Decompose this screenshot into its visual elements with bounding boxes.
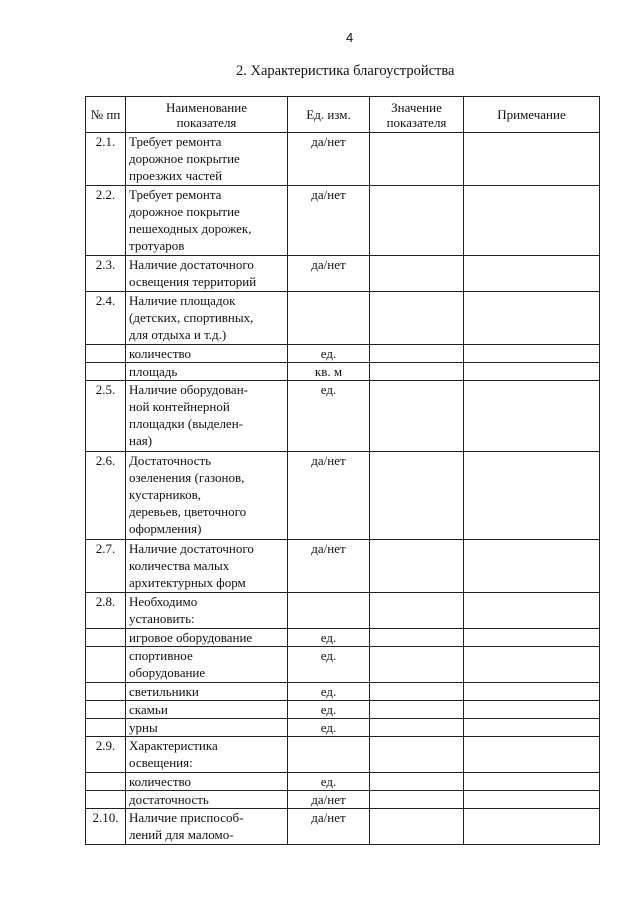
table-row bbox=[86, 701, 600, 719]
row-unit-cell: ед. bbox=[288, 629, 370, 647]
row-note-cell bbox=[464, 381, 600, 452]
row-name-cell: Необходимо установить: bbox=[126, 593, 288, 629]
row-name-cell: Достаточность озеленения (газонов, кустарников, деревьев, цветочного оформления) bbox=[126, 452, 288, 540]
row-value-cell bbox=[370, 791, 464, 809]
row-note-cell bbox=[464, 593, 600, 629]
row-unit-cell: ед. bbox=[288, 701, 370, 719]
row-note-cell bbox=[464, 773, 600, 791]
header-unit: Ед. изм. bbox=[288, 97, 370, 133]
row-name-cell: количество bbox=[126, 345, 288, 363]
row-name-cell: урны bbox=[126, 719, 288, 737]
table-row bbox=[86, 540, 600, 593]
row-note-cell bbox=[464, 345, 600, 363]
table-row bbox=[86, 452, 600, 540]
row-number-cell: 2.10. bbox=[86, 809, 126, 845]
row-note-cell bbox=[464, 292, 600, 345]
table-row bbox=[86, 256, 600, 292]
row-note-cell bbox=[464, 256, 600, 292]
row-note-cell bbox=[464, 186, 600, 256]
row-name-cell: Характеристика освещения: bbox=[126, 737, 288, 773]
table-header-row bbox=[86, 97, 600, 133]
row-value-cell bbox=[370, 363, 464, 381]
header-number: № пп bbox=[86, 97, 126, 133]
row-unit-cell bbox=[288, 292, 370, 345]
row-name-cell: Наличие достаточного освещения территорий bbox=[126, 256, 288, 292]
row-value-cell bbox=[370, 186, 464, 256]
row-number-cell bbox=[86, 719, 126, 737]
row-name-cell: Требует ремонта дорожное покрытие пешеходных дорожек, тротуаров bbox=[126, 186, 288, 256]
row-note-cell bbox=[464, 701, 600, 719]
table-row bbox=[86, 363, 600, 381]
row-value-cell bbox=[370, 381, 464, 452]
header-note: Примечание bbox=[464, 97, 600, 133]
row-note-cell bbox=[464, 452, 600, 540]
row-value-cell bbox=[370, 540, 464, 593]
row-value-cell bbox=[370, 292, 464, 345]
table-row bbox=[86, 629, 600, 647]
row-number-cell: 2.3. bbox=[86, 256, 126, 292]
row-name-cell: достаточность bbox=[126, 791, 288, 809]
row-name-cell: Наличие достаточного количества малых архитектурных форм bbox=[126, 540, 288, 593]
table-row bbox=[86, 593, 600, 629]
row-name-cell: игровое оборудование bbox=[126, 629, 288, 647]
row-number-cell bbox=[86, 647, 126, 683]
table-row bbox=[86, 133, 600, 186]
row-number-cell: 2.1. bbox=[86, 133, 126, 186]
row-unit-cell: ед. bbox=[288, 719, 370, 737]
table-row bbox=[86, 683, 600, 701]
row-name-cell: Наличие оборудован- ной контейнерной площадки (выделен- ная) bbox=[126, 381, 288, 452]
table-row bbox=[86, 719, 600, 737]
row-value-cell bbox=[370, 737, 464, 773]
row-value-cell bbox=[370, 133, 464, 186]
row-unit-cell: да/нет bbox=[288, 809, 370, 845]
row-name-cell: скамьи bbox=[126, 701, 288, 719]
row-name-cell: светильники bbox=[126, 683, 288, 701]
characteristics-table bbox=[85, 96, 600, 845]
row-unit-cell: ед. bbox=[288, 773, 370, 791]
row-number-cell bbox=[86, 701, 126, 719]
row-number-cell bbox=[86, 629, 126, 647]
row-unit-cell: ед. bbox=[288, 345, 370, 363]
row-number-cell: 2.9. bbox=[86, 737, 126, 773]
row-unit-cell: кв. м bbox=[288, 363, 370, 381]
row-note-cell bbox=[464, 737, 600, 773]
row-value-cell bbox=[370, 452, 464, 540]
row-unit-cell: да/нет bbox=[288, 133, 370, 186]
row-unit-cell: ед. bbox=[288, 381, 370, 452]
row-value-cell bbox=[370, 345, 464, 363]
row-unit-cell: да/нет bbox=[288, 540, 370, 593]
table-row bbox=[86, 737, 600, 773]
row-note-cell bbox=[464, 540, 600, 593]
row-number-cell bbox=[86, 345, 126, 363]
row-name-cell: Наличие площадок (детских, спортивных, для отдыха и т.д.) bbox=[126, 292, 288, 345]
row-name-cell: Наличие приспособ- лений для маломо- bbox=[126, 809, 288, 845]
row-unit-cell: да/нет bbox=[288, 791, 370, 809]
row-number-cell bbox=[86, 683, 126, 701]
header-indicator-name: Наименование показателя bbox=[126, 97, 288, 133]
table-row bbox=[86, 773, 600, 791]
row-value-cell bbox=[370, 809, 464, 845]
row-unit-cell: ед. bbox=[288, 647, 370, 683]
row-number-cell: 2.2. bbox=[86, 186, 126, 256]
row-unit-cell: ед. bbox=[288, 683, 370, 701]
row-value-cell bbox=[370, 629, 464, 647]
row-name-cell: количество bbox=[126, 773, 288, 791]
row-value-cell bbox=[370, 719, 464, 737]
table-row bbox=[86, 809, 600, 845]
row-note-cell bbox=[464, 647, 600, 683]
row-unit-cell: да/нет bbox=[288, 186, 370, 256]
page-number: 4 bbox=[346, 30, 354, 45]
table-row bbox=[86, 791, 600, 809]
table-row bbox=[86, 647, 600, 683]
row-note-cell bbox=[464, 133, 600, 186]
row-unit-cell bbox=[288, 737, 370, 773]
row-number-cell bbox=[86, 363, 126, 381]
row-note-cell bbox=[464, 363, 600, 381]
row-note-cell bbox=[464, 791, 600, 809]
row-name-cell: Требует ремонта дорожное покрытие проезжих частей bbox=[126, 133, 288, 186]
table-row bbox=[86, 292, 600, 345]
row-value-cell bbox=[370, 256, 464, 292]
row-value-cell bbox=[370, 683, 464, 701]
row-note-cell bbox=[464, 809, 600, 845]
table-row bbox=[86, 381, 600, 452]
row-unit-cell bbox=[288, 593, 370, 629]
row-value-cell bbox=[370, 773, 464, 791]
row-name-cell: площадь bbox=[126, 363, 288, 381]
row-number-cell: 2.4. bbox=[86, 292, 126, 345]
row-note-cell bbox=[464, 683, 600, 701]
row-name-cell: спортивное оборудование bbox=[126, 647, 288, 683]
row-number-cell: 2.7. bbox=[86, 540, 126, 593]
row-number-cell: 2.8. bbox=[86, 593, 126, 629]
table-row bbox=[86, 186, 600, 256]
row-number-cell: 2.5. bbox=[86, 381, 126, 452]
row-unit-cell: да/нет bbox=[288, 452, 370, 540]
row-value-cell bbox=[370, 701, 464, 719]
row-unit-cell: да/нет bbox=[288, 256, 370, 292]
row-number-cell bbox=[86, 773, 126, 791]
row-number-cell: 2.6. bbox=[86, 452, 126, 540]
row-value-cell bbox=[370, 593, 464, 629]
row-number-cell bbox=[86, 791, 126, 809]
section-title: 2. Характеристика благоустройства bbox=[236, 63, 455, 79]
row-note-cell bbox=[464, 719, 600, 737]
table-row bbox=[86, 345, 600, 363]
row-value-cell bbox=[370, 647, 464, 683]
header-value: Значение показателя bbox=[370, 97, 464, 133]
row-note-cell bbox=[464, 629, 600, 647]
